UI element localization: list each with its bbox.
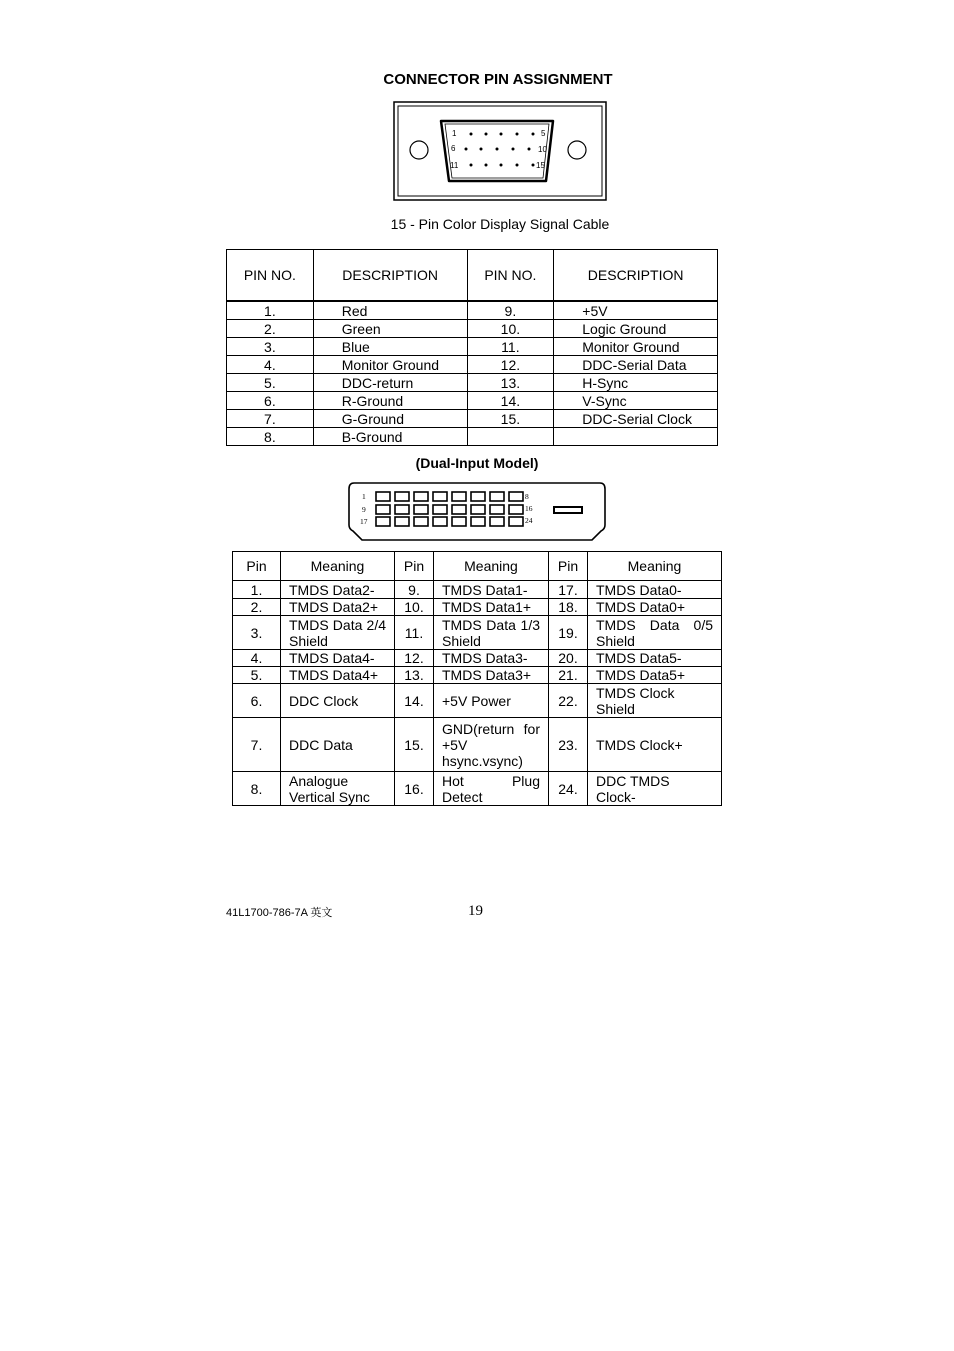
pin-number: 8. xyxy=(227,428,314,446)
column-header: DESCRIPTION xyxy=(313,250,467,302)
table-row xyxy=(227,392,718,410)
pin-meaning: TMDS Data4- xyxy=(281,650,395,667)
table-row xyxy=(227,410,718,428)
table-row xyxy=(233,616,722,650)
pin-description: DDC-Serial Data xyxy=(554,356,718,374)
footer-doc-code: 41L1700-786-7A 英文 xyxy=(226,907,333,919)
pin-number: 12. xyxy=(395,650,434,667)
column-header: Pin xyxy=(549,552,588,581)
pin-meaning: TMDS Data4+ xyxy=(281,667,395,684)
pin-description: DDC-Serial Clock xyxy=(554,410,718,428)
table-row xyxy=(227,428,718,446)
pin-number: 2. xyxy=(233,599,281,616)
pin-meaning: TMDS Data0+ xyxy=(588,599,722,616)
pin-meaning: TMDS Data2- xyxy=(281,581,395,599)
pin-description: R-Ground xyxy=(313,392,467,410)
pin-description: H-Sync xyxy=(554,374,718,392)
table-row xyxy=(227,338,718,356)
pin-meaning: GND(return for +5V hsync.vsync) xyxy=(434,718,549,772)
dvi-label-24: 24 xyxy=(525,516,533,525)
pin-description: DDC-return xyxy=(313,374,467,392)
pin-meaning: TMDS Data5+ xyxy=(588,667,722,684)
pin-number: 19. xyxy=(549,616,588,650)
pin-number: 11. xyxy=(395,616,434,650)
pin-description: Blue xyxy=(313,338,467,356)
pin-number: 21. xyxy=(549,667,588,684)
column-header: Meaning xyxy=(434,552,549,581)
pin-number: 8. xyxy=(233,772,281,806)
pin-number: 22. xyxy=(549,684,588,718)
dual-input-heading xyxy=(0,455,954,471)
pin-meaning: TMDS Data2+ xyxy=(281,599,395,616)
pin-number: 10. xyxy=(467,320,554,338)
pin-meaning: Analogue Vertical Sync xyxy=(281,772,395,806)
vga-label-5: 5 xyxy=(541,129,546,138)
screw-hole-left-icon xyxy=(410,141,428,159)
pin-number: 3. xyxy=(227,338,314,356)
dual-input-heading-text: (Dual-Input Model) xyxy=(415,455,539,471)
pin-description: +5V xyxy=(554,301,718,320)
table-row xyxy=(233,684,722,718)
pin-description: Red xyxy=(313,301,467,320)
table-row xyxy=(233,581,722,599)
pin-description: Logic Ground xyxy=(554,320,718,338)
vga-label-1: 1 xyxy=(452,129,457,138)
pin-meaning: TMDS Clock+ xyxy=(588,718,722,772)
table-header-row xyxy=(227,250,718,302)
pin-number: 20. xyxy=(549,650,588,667)
table-row xyxy=(233,718,722,772)
pin-number: 9. xyxy=(395,581,434,599)
table-row xyxy=(227,356,718,374)
page-number: 19 xyxy=(468,903,483,919)
table-row xyxy=(227,301,718,320)
pin-description: Monitor Ground xyxy=(313,356,467,374)
dvi-label-1: 1 xyxy=(362,492,366,501)
pin-meaning: TMDS Clock Shield xyxy=(588,684,722,718)
pin-meaning: TMDS Data1- xyxy=(434,581,549,599)
pin-meaning: Hot Plug Detect xyxy=(434,772,549,806)
column-header: Pin xyxy=(395,552,434,581)
pin-description: G-Ground xyxy=(313,410,467,428)
pin-number: 5. xyxy=(233,667,281,684)
table-row xyxy=(233,772,722,806)
pin-meaning: DDC Clock xyxy=(281,684,395,718)
table-header-row xyxy=(233,552,722,581)
pin-number: 1. xyxy=(233,581,281,599)
pin-meaning: TMDS Data 0/5 Shield xyxy=(588,616,722,650)
pin-number: 11. xyxy=(467,338,554,356)
vga-caption: 15 - Pin Color Display Signal Cable xyxy=(390,216,610,232)
pin-description: B-Ground xyxy=(313,428,467,446)
pin-number: 18. xyxy=(549,599,588,616)
column-header: Meaning xyxy=(588,552,722,581)
page-title: CONNECTOR PIN ASSIGNMENT xyxy=(383,71,613,88)
pin-meaning: TMDS Data3- xyxy=(434,650,549,667)
pin-number: 9. xyxy=(467,301,554,320)
dvi-connector-diagram xyxy=(346,481,608,543)
pin-number: 24. xyxy=(549,772,588,806)
column-header: Meaning xyxy=(281,552,395,581)
table-row xyxy=(227,374,718,392)
pin-number: 6. xyxy=(227,392,314,410)
dvi-label-17: 17 xyxy=(360,517,368,526)
pin-number: 6. xyxy=(233,684,281,718)
column-header: PIN NO. xyxy=(467,250,554,302)
pin-meaning: TMDS Data5- xyxy=(588,650,722,667)
screw-hole-right-icon xyxy=(568,141,586,159)
pin-number: 23. xyxy=(549,718,588,772)
vga-pin-table xyxy=(226,249,718,446)
pin-meaning: TMDS Data 2/4 Shield xyxy=(281,616,395,650)
table-row xyxy=(233,599,722,616)
pin-number: 15. xyxy=(467,410,554,428)
pin-number: 4. xyxy=(227,356,314,374)
pin-number: 7. xyxy=(233,718,281,772)
pin-description: V-Sync xyxy=(554,392,718,410)
pin-number: 2. xyxy=(227,320,314,338)
table-row xyxy=(233,667,722,684)
pin-description xyxy=(554,428,718,446)
pin-number: 7. xyxy=(227,410,314,428)
pin-number: 16. xyxy=(395,772,434,806)
pin-number: 3. xyxy=(233,616,281,650)
pin-number: 14. xyxy=(467,392,554,410)
dvi-label-9: 9 xyxy=(362,505,366,514)
pin-meaning: TMDS Data0- xyxy=(588,581,722,599)
pin-number: 14. xyxy=(395,684,434,718)
pin-number: 15. xyxy=(395,718,434,772)
pin-meaning: DDC Data xyxy=(281,718,395,772)
pin-meaning: DDC TMDS Clock- xyxy=(588,772,722,806)
vga-label-10: 10 xyxy=(538,145,547,154)
pin-number: 4. xyxy=(233,650,281,667)
pin-description: Green xyxy=(313,320,467,338)
pin-number: 12. xyxy=(467,356,554,374)
pin-meaning: TMDS Data 1/3 Shield xyxy=(434,616,549,650)
pin-number: 5. xyxy=(227,374,314,392)
pin-number: 17. xyxy=(549,581,588,599)
pin-number: 10. xyxy=(395,599,434,616)
pin-number xyxy=(467,428,554,446)
table-row xyxy=(227,320,718,338)
pin-meaning: +5V Power xyxy=(434,684,549,718)
pin-number: 13. xyxy=(467,374,554,392)
pin-description: Monitor Ground xyxy=(554,338,718,356)
dvi-pin-table xyxy=(232,551,722,806)
column-header: Pin xyxy=(233,552,281,581)
pin-meaning: TMDS Data1+ xyxy=(434,599,549,616)
dvi-label-8: 8 xyxy=(525,492,529,501)
table-row xyxy=(233,650,722,667)
vga-label-15: 15 xyxy=(536,161,545,170)
dvi-label-16: 16 xyxy=(525,504,533,513)
pin-meaning: TMDS Data3+ xyxy=(434,667,549,684)
pin-number: 1. xyxy=(227,301,314,320)
vga-label-6: 6 xyxy=(451,144,456,153)
column-header: PIN NO. xyxy=(227,250,314,302)
vga-connector-diagram xyxy=(393,101,607,201)
vga-label-11: 11 xyxy=(450,161,459,170)
column-header: DESCRIPTION xyxy=(554,250,718,302)
pin-number: 13. xyxy=(395,667,434,684)
